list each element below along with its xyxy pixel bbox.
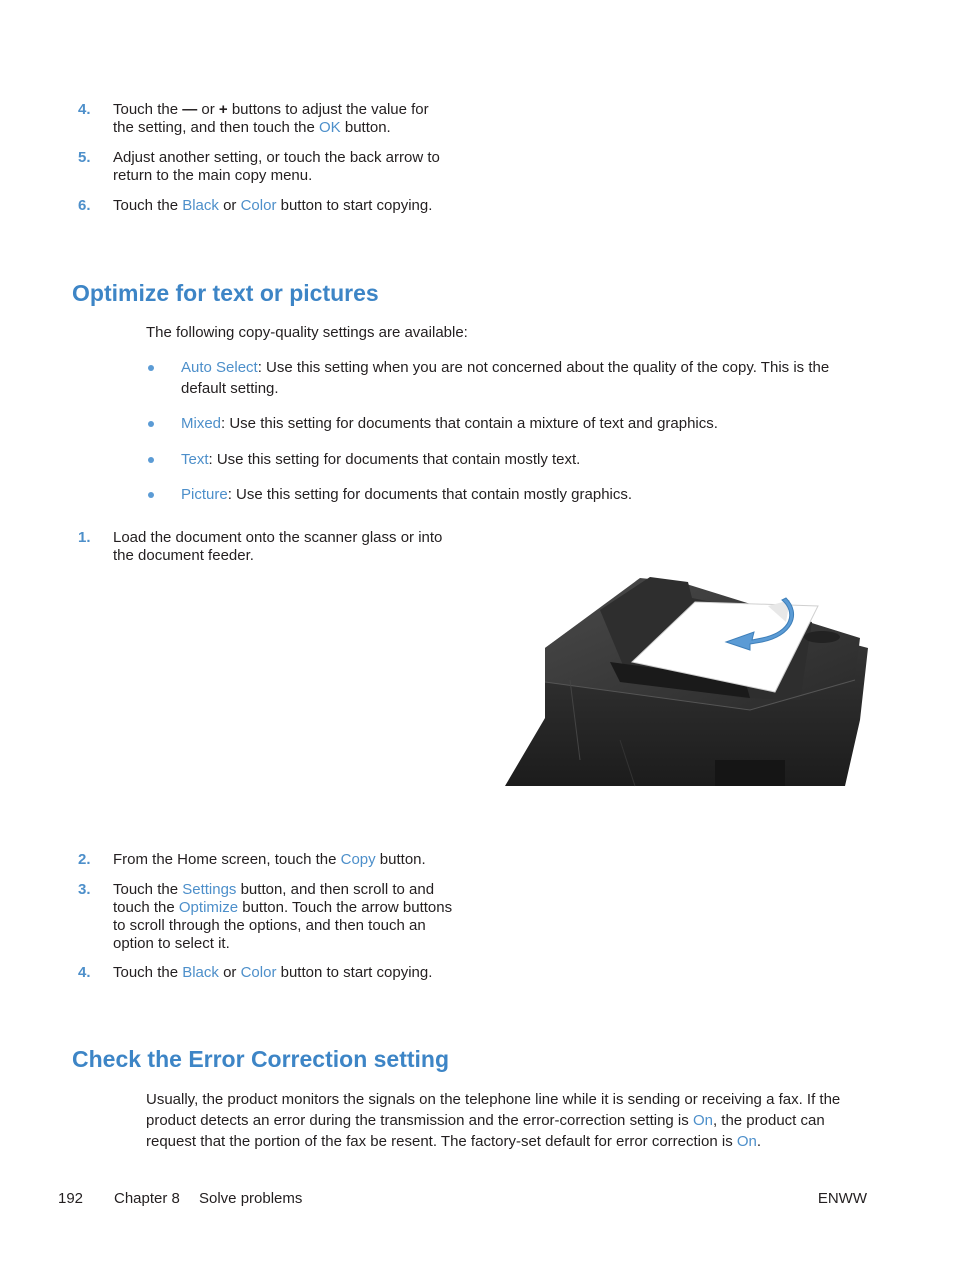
step-number: 1. xyxy=(78,529,91,546)
text-run: or xyxy=(218,197,241,214)
text-run: button to start copying. xyxy=(276,197,433,214)
text-run: Touch the xyxy=(113,964,183,981)
step-text xyxy=(113,101,453,137)
text-run: Touch the xyxy=(113,101,183,118)
text-run: — xyxy=(182,101,198,118)
step-number: 4. xyxy=(78,964,91,981)
setting-description: : Use this setting for documents that contain a mixture of text and graphics. xyxy=(221,415,718,432)
setting-description: : Use this setting when you are not concerned about the quality of the copy. This is the default setting. xyxy=(181,359,830,397)
text-run: button. xyxy=(375,851,426,868)
ui-keyword: Black xyxy=(182,197,219,214)
text-run: , the product can request that the portion of the fax be resent. The factory-set default for error correction is xyxy=(146,1112,825,1150)
step-text xyxy=(113,964,453,982)
text-run: Touch the xyxy=(113,881,183,898)
ui-keyword: Optimize xyxy=(178,899,239,916)
ui-keyword: Copy xyxy=(340,851,376,868)
ui-keyword: OK xyxy=(319,119,341,136)
step-number: 6. xyxy=(78,197,91,214)
text-run: or xyxy=(197,101,219,118)
step-number: 4. xyxy=(78,101,91,118)
text-run: Load the document onto the scanner glass or into the document feeder. xyxy=(113,529,443,564)
setting-description: : Use this setting for documents that contain mostly graphics. xyxy=(227,486,633,503)
text-run: button to start copying. xyxy=(276,964,433,981)
step-text xyxy=(113,149,453,185)
text-run: + xyxy=(218,101,228,118)
section-heading-error-correction: Check the Error Correction setting xyxy=(72,1046,450,1072)
footer-chapter: Chapter 8 xyxy=(114,1190,180,1207)
text-run: buttons to adjust the value for the setting, and then touch the xyxy=(113,101,429,136)
printer-document-feeder-illustration xyxy=(500,570,872,790)
ui-keyword: On xyxy=(736,1133,757,1150)
text-run: button, and then scroll to and touch the xyxy=(113,881,435,916)
step-text xyxy=(113,851,453,869)
setting-name: Auto Select xyxy=(181,359,258,376)
setting-name: Mixed xyxy=(181,415,222,432)
error-correction-paragraph xyxy=(146,1089,858,1152)
step-number: 2. xyxy=(78,851,91,868)
text-run: Usually, the product monitors the signals on the telephone line while it is sending or receiving a fax. If the product detects an error during the transmission and the error-correction setting is xyxy=(146,1091,841,1129)
footer-chapter-title: Solve problems xyxy=(199,1190,303,1207)
bullet-dot xyxy=(148,365,154,371)
text-run: button. Touch the arrow buttons to scroll through the options, and then touch an option to select it. xyxy=(113,899,453,952)
section-heading-optimize: Optimize for text or pictures xyxy=(72,280,379,306)
step-number: 5. xyxy=(78,149,91,166)
text-run: Adjust another setting, or touch the back arrow to return to the main copy menu. xyxy=(113,149,440,184)
footer-locale-code: ENWW xyxy=(817,1190,867,1207)
ui-keyword: Color xyxy=(240,964,277,981)
ui-keyword: On xyxy=(692,1112,713,1129)
text-run: From the Home screen, touch the xyxy=(113,851,341,868)
text-run: Touch the xyxy=(113,197,183,214)
setting-description: : Use this setting for documents that contain mostly text. xyxy=(208,451,581,468)
bullet-dot xyxy=(148,421,154,427)
bullet-dot xyxy=(148,492,154,498)
ui-keyword: Black xyxy=(182,964,219,981)
intro-paragraph: The following copy-quality settings are available: xyxy=(146,324,468,341)
setting-name: Text xyxy=(181,451,209,468)
bullet-dot xyxy=(148,457,154,463)
text-run: . xyxy=(756,1133,762,1150)
setting-name: Picture xyxy=(181,486,228,503)
page-number: 192 xyxy=(58,1190,84,1207)
step-text xyxy=(113,529,453,565)
ui-keyword: Color xyxy=(240,197,277,214)
text-run: or xyxy=(218,964,241,981)
text-run: button. xyxy=(340,119,391,136)
step-text xyxy=(113,881,453,953)
step-number: 3. xyxy=(78,881,91,898)
ui-keyword: Settings xyxy=(182,881,237,898)
step-text xyxy=(113,197,453,215)
